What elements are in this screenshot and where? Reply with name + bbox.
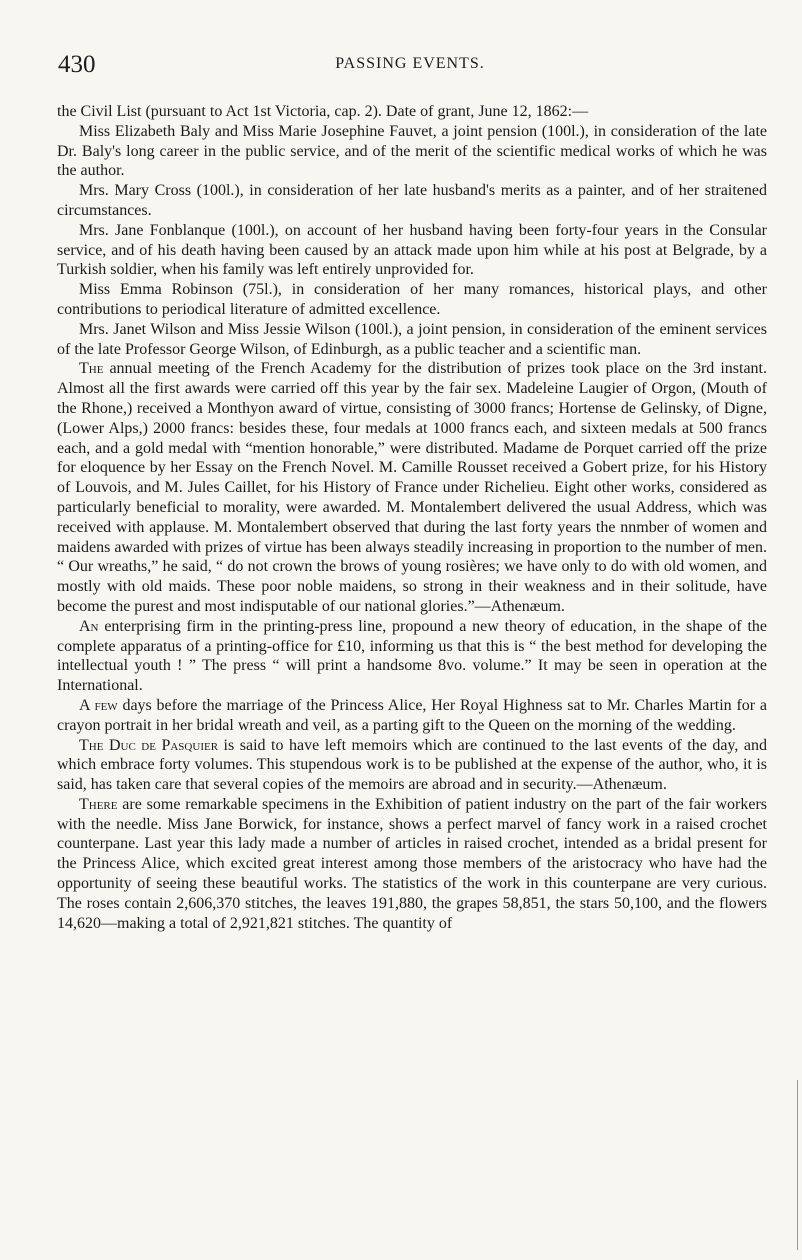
body-text bbox=[57, 102, 767, 933]
page-number: 430 bbox=[58, 51, 96, 78]
paragraph-lead-words: An bbox=[79, 617, 99, 635]
paragraph-lead-words: The Duc de Pasquier bbox=[79, 736, 219, 754]
paragraph-princess-alice-portrait: A few days before the marriage of the Princess Alice, Her Royal Highness sat to Mr. Charles Martin for a crayon portrait in her bridal wreath and veil, as a parting gift to the Queen on the morning of the wedding. bbox=[57, 696, 767, 734]
running-head: PASSING EVENTS. bbox=[335, 55, 485, 72]
paragraph-french-academy: The annual meeting of the French Academy for the distribution of prizes took place on the 3rd instant. Almost all the first awards were carried off this year by the fair sex. Madeleine Laugier of Orgon, (Mouth of the Rhone,) received a Monthyon award of virtue, consisting of 3000 francs; Hortense de Gelinsky, of Digne, (Lower Alps,) 2000 francs: besides these, four medals at 1000 francs each, and sixteen medals at 500 francs each, and a gold medal with “mention honorable,” were distributed. Madame de Porquet carried off the prize for eloquence by her Essay on the French Novel. M. Camille Rousset received a Gobert prize, for his History of Louvois, and M. Jules Caillet, for his History of France under Richelieu. Eight other works, considered as particularly beneficial to morality, were awarded. M. Montalembert delivered the usual Address, which was received with applause. M. Montalembert observed that during the last forty years the nnmber of women and maidens awarded with prizes of virtue has been always steadily increasing in proportion to the number of men. “ Our wreaths,” he said, “ do not crown the brows of young rosières; we have only to do with old women, and mostly with old maids. These poor noble maidens, so strong in their weakness and in their solitude, have become the purest and most indisputable of our national glories.”—Athenæum. bbox=[57, 360, 768, 615]
paragraph-duc-de-pasquier: The Duc de Pasquier is said to have left memoirs which are continued to the last events of the day, and which embrace forty volumes. This stupendous work is to be published at the expense of the author, who, it is said, has taken care that several copies of the memoirs are abroad and in security.—Athenæum. bbox=[57, 736, 767, 794]
paragraph-emma-robinson: Miss Emma Robinson (75l.), in consideration of her many romances, historical plays, and other contributions to periodical literature of admitted excellence. bbox=[57, 281, 767, 318]
paragraph-jane-fonblanque: Mrs. Jane Fonblanque (100l.), on account of her husband having been forty-four years in the Consular service, and of his death having been caused by an attack made upon him while at his post at Belgrade, by a Turkish soldier, when his family was left entirely unprovided for. bbox=[57, 221, 767, 279]
paragraph-lead-words: A few bbox=[79, 696, 118, 714]
paragraph-printing-press: An enterprising firm in the printing-press line, propound a new theory of education, in the shape of the complete apparatus of a printing-office for £10, informing us that this is “ the best method for developing the intellectual youth ! ” The press “ will print a handsome 8vo. volume.” It may be seen in operation at the International. bbox=[57, 617, 767, 695]
paragraph-wilson-pension: Mrs. Janet Wilson and Miss Jessie Wilson (100l.), a joint pension, in consideration of the eminent services of the late Professor George Wilson, of Edinburgh, as a public teacher and a scientific man. bbox=[57, 320, 767, 358]
paragraph-civil-list-intro: the Civil List (pursuant to Act 1st Victoria, cap. 2). Date of grant, June 12, 1862:— bbox=[57, 103, 589, 120]
paragraph-crochet-counterpane: There are some remarkable specimens in the Exhibition of patient industry on the part of the fair workers with the needle. Miss Jane Borwick, for instance, shows a perfect marvel of fancy work in a raised crochet counterpane. Last year this lady made a number of articles in raised crochet, intended as a bridal present for the Princess Alice, which excited great interest among those members of the aristocracy who have had the opportunity of seeing these beautiful works. The statistics of the work in this counterpane are very curious. The roses contain 2,606,370 stitches, the leaves 191,880, the grapes 58,851, the stars 50,100, and the flowers 14,620—making a total of 2,921,821 stitches. The quantity of bbox=[57, 795, 767, 932]
paragraph-baly-fauvet: Miss Elizabeth Baly and Miss Marie Josephine Fauvet, a joint pension (100l.), in consideration of the late Dr. Baly's long career in the public service, and of the merit of the scientific medical works of which he was the author. bbox=[57, 122, 767, 180]
page-header bbox=[58, 50, 762, 80]
paragraph-mary-cross: Mrs. Mary Cross (100l.), in consideration of her late husband's merits as a painter, and of her straitened circumstances. bbox=[57, 182, 767, 219]
page-edge-line bbox=[797, 1080, 798, 1250]
paragraph-lead-words: The bbox=[79, 360, 104, 378]
paragraph-lead-words: There bbox=[79, 795, 118, 813]
